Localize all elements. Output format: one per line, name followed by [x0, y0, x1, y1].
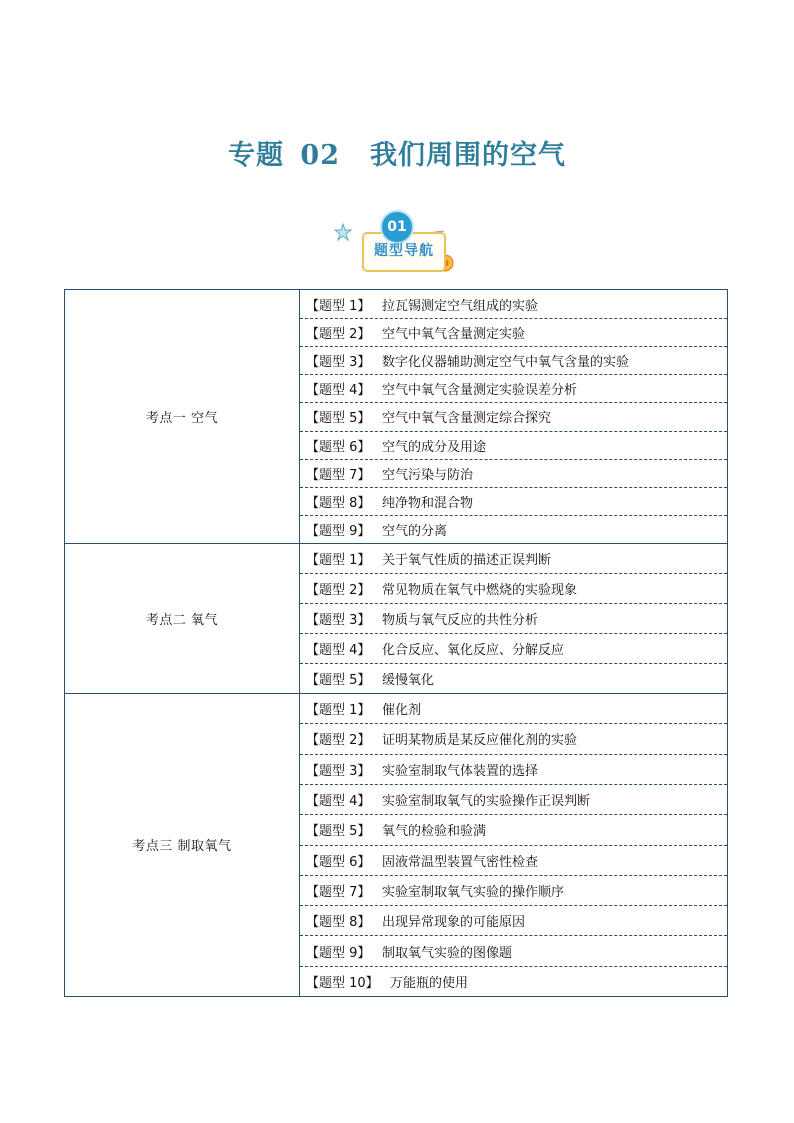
question-type-tag: 【题型 6】 — [306, 854, 371, 870]
question-type-row — [300, 905, 727, 935]
title-name: 我们周围的空气 — [369, 140, 566, 171]
question-type-row — [300, 784, 727, 814]
question-type-tag: 【题型 3】 — [306, 613, 371, 628]
question-type-tag: 【题型 10】 — [306, 975, 379, 991]
question-type-row — [300, 573, 727, 603]
question-type-title: 化合反应、氧化反应、分解反应 — [382, 643, 565, 658]
section-label: 考点二 氧气 — [65, 543, 300, 693]
question-type-title: 出现异常现象的可能原因 — [382, 915, 526, 931]
question-type-row — [300, 966, 727, 996]
question-type-title: 常见物质在氧气中燃烧的实验现象 — [382, 583, 578, 598]
question-type-row — [300, 290, 727, 318]
question-type-row — [300, 814, 727, 844]
question-type-title: 固液常温型装置气密性检查 — [382, 854, 539, 870]
question-type-tag: 【题型 5】 — [306, 673, 371, 688]
question-type-title: 空气中氧气含量测定实验误差分析 — [382, 383, 578, 399]
question-type-title: 实验室制取氧气的实验操作正误判断 — [382, 794, 591, 810]
question-type-tag: 【题型 3】 — [306, 355, 371, 371]
question-type-title: 缓慢氧化 — [382, 673, 435, 688]
question-type-tag: 【题型 4】 — [306, 794, 371, 810]
question-type-title: 空气中氧气含量测定综合探究 — [382, 411, 552, 427]
question-type-row — [300, 875, 727, 905]
question-type-tag: 【题型 1】 — [306, 553, 371, 568]
question-type-title: 物质与氧气反应的共性分析 — [382, 613, 539, 628]
question-type-row — [300, 402, 727, 430]
question-type-tag: 【题型 9】 — [306, 523, 371, 539]
question-type-tag: 【题型 7】 — [306, 467, 371, 483]
question-type-row — [300, 935, 727, 965]
question-type-tag: 【题型 7】 — [306, 884, 371, 900]
badge-number: 01 — [380, 210, 414, 244]
question-type-row — [300, 845, 727, 875]
section-badge — [332, 204, 457, 279]
question-type-row — [300, 754, 727, 784]
question-type-title: 数字化仪器辅助测定空气中氧气含量的实验 — [382, 355, 630, 371]
question-type-title: 拉瓦锡测定空气组成的实验 — [382, 298, 539, 314]
question-type-title: 空气的成分及用途 — [382, 439, 487, 455]
title-prefix: 专题 — [228, 140, 284, 171]
question-type-tag: 【题型 2】 — [306, 327, 371, 343]
question-type-row — [300, 515, 727, 543]
question-type-tag: 【题型 4】 — [306, 643, 371, 658]
question-type-title: 实验室制取氧气实验的操作顺序 — [382, 884, 565, 900]
question-type-title: 关于氧气性质的描述正误判断 — [382, 553, 552, 568]
question-type-row — [300, 487, 727, 515]
question-type-tag: 【题型 2】 — [306, 583, 371, 598]
question-type-tag: 【题型 4】 — [306, 383, 371, 399]
star-icon — [335, 224, 351, 240]
question-type-title: 氧气的检验和验满 — [382, 824, 487, 840]
question-type-row — [300, 459, 727, 487]
question-type-row — [300, 346, 727, 374]
question-type-tag: 【题型 3】 — [306, 763, 371, 779]
question-type-title: 催化剂 — [382, 703, 422, 719]
question-type-row — [300, 374, 727, 402]
page-title — [0, 133, 794, 172]
question-type-title: 制取氧气实验的图像题 — [382, 945, 513, 961]
question-type-title: 纯净物和混合物 — [382, 495, 474, 511]
question-type-title: 万能瓶的使用 — [390, 975, 469, 991]
question-type-row — [300, 633, 727, 663]
question-type-title: 空气中氧气含量测定实验 — [382, 327, 526, 343]
question-type-title: 空气的分离 — [382, 523, 448, 539]
section-label: 考点一 空气 — [65, 290, 300, 543]
question-type-title: 证明某物质是某反应催化剂的实验 — [382, 733, 578, 749]
question-type-row — [300, 543, 727, 573]
title-number: 02 — [300, 140, 340, 171]
question-type-row — [300, 663, 727, 693]
question-type-tag: 【题型 5】 — [306, 824, 371, 840]
question-type-tag: 【题型 2】 — [306, 733, 371, 749]
question-type-tag: 【题型 1】 — [306, 298, 371, 314]
question-type-title: 实验室制取气体装置的选择 — [382, 763, 539, 779]
question-type-title: 空气污染与防治 — [382, 467, 474, 483]
question-type-tag: 【题型 9】 — [306, 945, 371, 961]
question-type-tag: 【题型 6】 — [306, 439, 371, 455]
question-type-row — [300, 318, 727, 346]
question-type-row — [300, 723, 727, 753]
badge-label: 题型导航 — [374, 243, 434, 259]
outline-table — [64, 289, 728, 997]
question-type-row — [300, 603, 727, 633]
question-type-tag: 【题型 8】 — [306, 495, 371, 511]
question-type-row — [300, 431, 727, 459]
question-type-row — [300, 693, 727, 723]
question-type-tag: 【题型 1】 — [306, 703, 371, 719]
question-type-tag: 【题型 5】 — [306, 411, 371, 427]
question-type-tag: 【题型 8】 — [306, 915, 371, 931]
section-label: 考点三 制取氧气 — [65, 693, 300, 996]
